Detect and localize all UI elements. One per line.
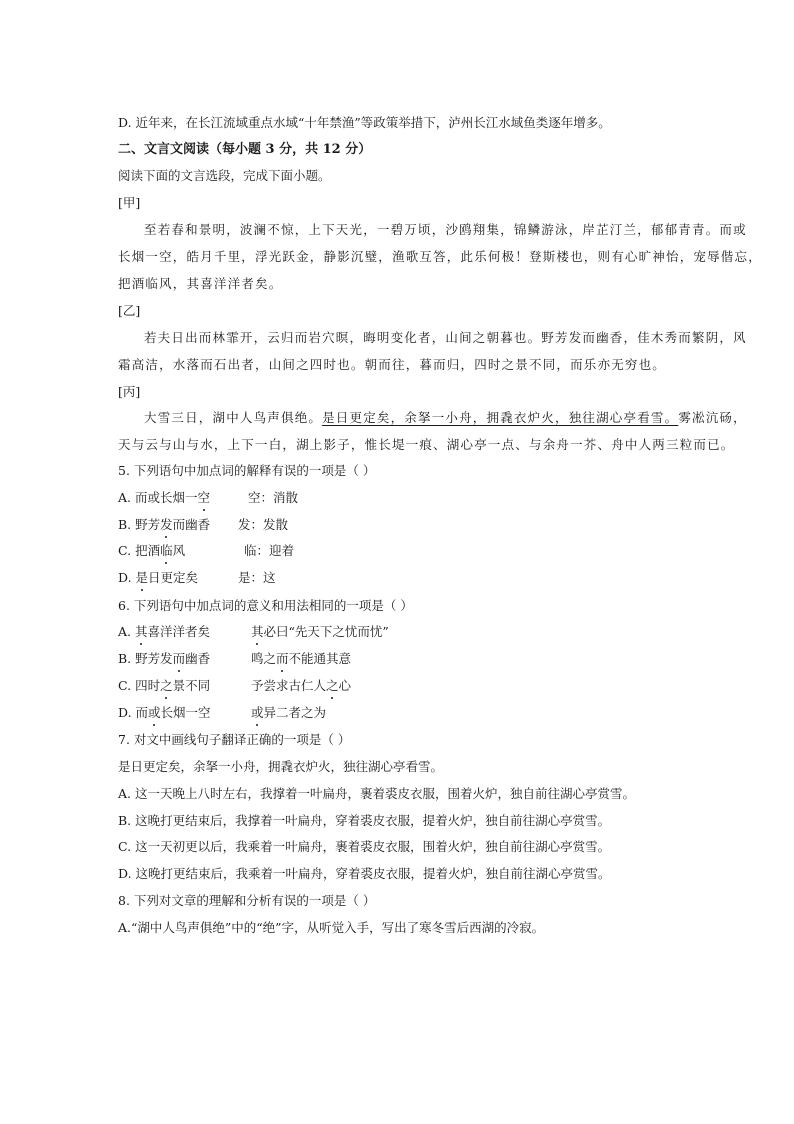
gloss: 发：发散 (238, 517, 289, 532)
passage-jia-line: 把酒临风，其喜洋洋者矣。 (118, 276, 283, 291)
gloss: 临：迎着 (244, 543, 295, 558)
passage-jia-line: 至若春和景明，波澜不惊，上下天光，一碧万顷，沙鸥翔集，锦鳞游泳，岸芷汀兰，郁郁青青。而或 (144, 222, 747, 237)
dotted-word: 而 (276, 651, 289, 666)
dotted-word: 之 (160, 678, 173, 693)
dotted-word: 空 (197, 490, 210, 505)
comparison: 或异二者之为 (251, 705, 327, 720)
passage-bing-label: [丙] (118, 384, 141, 399)
gloss: 空：消散 (248, 490, 299, 505)
passage-bing-line: 天与云与山与水，上下一白，湖上影子，惟长堤一痕、湖心亭一点、与余舟一芥、舟中人两三粒而已。 (118, 437, 735, 452)
dotted-word: 其 (134, 624, 148, 639)
comparison: 鸣之而不能通其意 (251, 651, 352, 666)
q7-option-a: A. 这一天晚上八时左右，我撑着一叶扁舟，裹着裘皮衣服，围着火炉，独自前往湖心亭赏雪。 (118, 786, 635, 801)
q7-sentence: 是日更定矣，余拏一小舟，拥毳衣炉火，独往湖心亭看雪。 (118, 759, 444, 774)
instruction: 阅读下面的文言选段，完成下面小题。 (118, 168, 331, 183)
section-heading: 二、文言文阅读（每小题 3 分，共 12 分） (118, 142, 372, 157)
q7-option-b: B. 这晚打更结束后，我撑着一叶扁舟，穿着裘皮衣服，提着火炉，独自前往湖心亭赏雪。 (118, 813, 611, 828)
q6-option-a: A. 其喜洋洋者矣 其必曰“先天下之忧而忧” (118, 624, 389, 639)
dotted-word: 发 (160, 517, 173, 532)
passage-jia-line: 长烟一空，皓月千里，浮光跃金，静影沉璧，渔歌互答，此乐何极！登斯楼也，则有心旷神怡，宠辱偕忘， (118, 249, 762, 264)
q5-option-b: B. 野芳发而幽香 发：发散 (118, 517, 289, 532)
dotted-word: 临 (160, 543, 173, 558)
q6-option-d: D. 而或长烟一空 或异二者之为 (118, 705, 327, 720)
comparison: 其必曰“先天下之忧而忧” (251, 624, 389, 639)
q6-option-b: B. 野芳发而幽香 鸣之而不能通其意 (118, 651, 352, 666)
passage-bing-line (144, 410, 747, 426)
dotted-word: 是 (135, 570, 149, 585)
passage-text: 大雪三日，湖中人鸟声俱绝。 (144, 410, 323, 425)
dotted-word: 之 (326, 678, 339, 693)
passage-yi-label: [乙] (118, 303, 141, 318)
q5-option-a: A. 而或长烟一空 空：消散 (118, 490, 299, 505)
underlined-sentence: 是日更定矣，余拏一小舟，拥毳衣炉火，独往湖心亭看雪。 (322, 410, 679, 425)
dotted-word: 或 (148, 705, 161, 720)
q8-option-a: A.“湖中人鸟声俱绝”中的“绝”字，从听觉入手，写出了寒冬雪后西湖的冷寂。 (118, 920, 545, 935)
prev-option-d: D. 近年来，在长江流域重点水域“十年禁渔”等政策举措下，泸州长江水域鱼类逐年增多。 (118, 115, 611, 130)
passage-jia-label: [甲] (118, 195, 141, 210)
q7-option-d: D. 这晚打更结束后，我乘着一叶扁舟，穿着裘皮衣服，提着火炉，独自前往湖心亭赏雪。 (118, 866, 611, 881)
q5-option-c: C. 把酒临风 临：迎着 (118, 543, 295, 558)
gloss: 是：这 (238, 570, 276, 585)
dotted-word: 其 (251, 624, 264, 639)
q7-option-c: C. 这一天初更以后，我乘着一叶扁舟，裹着裘皮衣服，围着火炉，独自前往湖心亭赏雪。 (118, 839, 611, 854)
comparison: 予尝求古仁人之心 (251, 678, 352, 693)
question-7: 7. 对文中画线句子翻译正确的一项是（ ） (118, 732, 351, 747)
dotted-word: 或 (251, 705, 264, 720)
passage-text: 雾凇沆砀， (678, 410, 747, 425)
q6-option-c: C. 四时之景不同 予尝求古仁人之心 (118, 678, 352, 693)
q5-option-d: D. 是日更定矣 是：这 (118, 570, 276, 585)
question-5: 5. 下列语句中加点词的解释有误的一项是（ ） (118, 463, 376, 478)
question-6: 6. 下列语句中加点词的意义和用法相同的一项是（ ） (118, 598, 413, 613)
question-8: 8. 下列对文章的理解和分析有误的一项是（ ） (118, 893, 376, 908)
passage-yi-line: 霜高洁，水落而石出者，山间之四时也。朝而往，暮而归，四时之景不同，而乐亦无穷也。 (118, 357, 667, 372)
dotted-word: 而 (172, 651, 186, 666)
passage-yi-line: 若夫日出而林霏开，云归而岩穴暝，晦明变化者，山间之朝暮也。野芳发而幽香，佳木秀而繁阴，风 (144, 330, 747, 345)
